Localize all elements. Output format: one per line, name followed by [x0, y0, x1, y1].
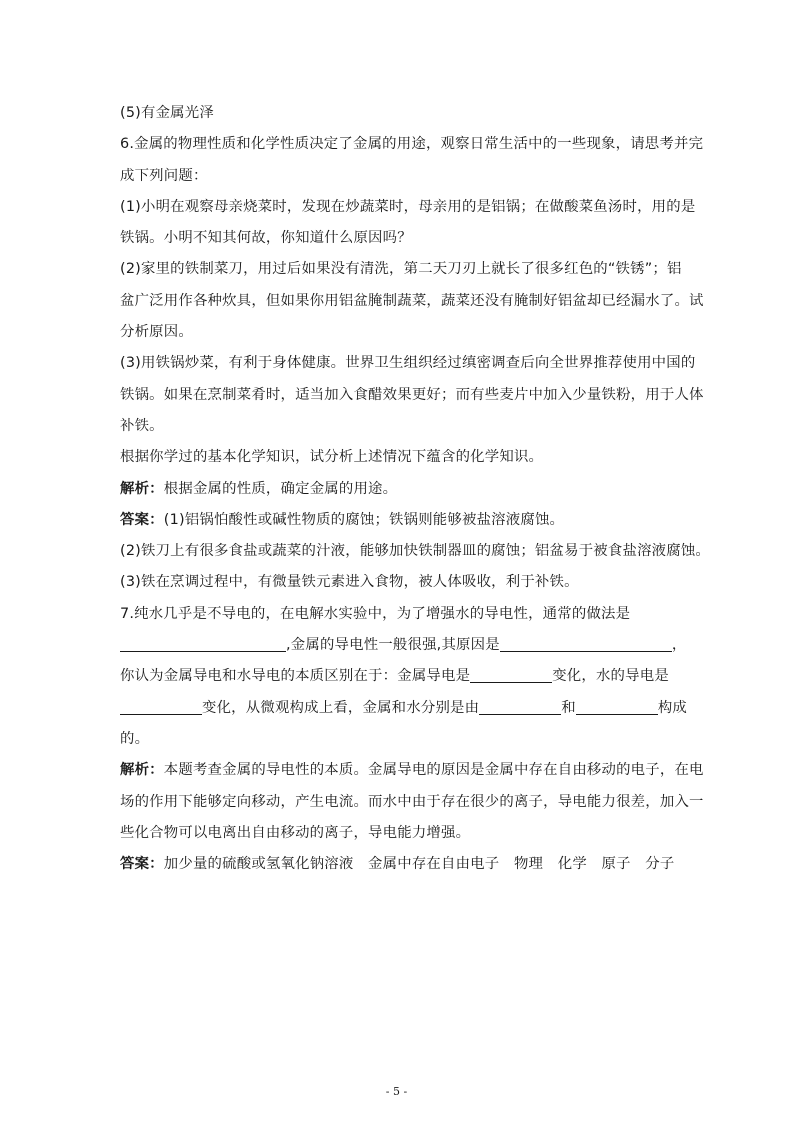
- text-line: 盆广泛用作各种炊具，但如果你用铝盆腌制蔬菜，蔬菜还没有腌制好铝盆却已经漏水了。试: [120, 292, 704, 309]
- analysis-line: [120, 755, 704, 786]
- question-7-line: [120, 693, 688, 724]
- text-line: (5)有金属光泽: [120, 105, 214, 121]
- analysis-line: [120, 474, 676, 505]
- analysis-label: 解析：: [120, 480, 164, 497]
- fill-blank[interactable]: [576, 696, 658, 715]
- question-text: 构成: [657, 699, 688, 716]
- text-line: 铁锅。小明不知其何故，你知道什么原因吗？: [120, 230, 412, 247]
- question-7-line: 的。: [120, 730, 150, 747]
- answer-text: 加少量的硫酸或氢氧化钠溶液 金属中存在自由电子 物理 化学 原子 分子: [163, 856, 675, 873]
- answer-line: (3)铁在烹调过程中，有微量铁元素进入食物，被人体吸收，利于补铁。: [120, 574, 579, 591]
- fill-blank[interactable]: [120, 696, 202, 715]
- question-text: 和: [561, 699, 576, 716]
- text-line: 分析原因。: [120, 324, 193, 341]
- fill-blank[interactable]: [500, 633, 672, 652]
- question-text: 你认为金属导电和水导电的本质区别在于：金属导电是: [120, 668, 471, 685]
- question-text: ，: [671, 637, 687, 654]
- question-7-line: [120, 661, 676, 692]
- analysis-text: 本题考查金属的导电性的本质。金属导电的原因是金属中存在自由移动的电子，在电: [163, 762, 704, 779]
- analysis-line: 场的作用下能够定向移动，产生电流。而水中由于存在很少的离子，导电能力很差，加入一: [120, 793, 704, 810]
- text-line: 铁锅。如果在烹制菜肴时，适当加入食醋效果更好；而有些麦片中加入少量铁粉，用于人体: [120, 386, 704, 403]
- analysis-line: 些化合物可以电离出自由移动的离子，导电能力增强。: [120, 824, 471, 841]
- answer-label: 答案：: [120, 856, 164, 873]
- fill-blank[interactable]: [120, 633, 286, 652]
- text-line: 成下列问题：: [120, 167, 208, 184]
- analysis-label: 解析：: [120, 762, 164, 779]
- question-text: 变化，水的导电是: [552, 668, 669, 685]
- question-7-line: 7.纯水几乎是不导电的，在电解水实验中，为了增强水的导电性，通常的做法是: [120, 605, 631, 622]
- answer-line: (2)铁刀上有很多食盐或蔬菜的汁液，能够加快铁制器皿的腐蚀；铝盆易于被食盐溶液腐蚀。: [120, 543, 711, 560]
- text-line: (3)用铁锅炒菜，有利于身体健康。世界卫生组织经过缜密调查后向全世界推荐使用中国的: [120, 355, 696, 372]
- answer-text: (1)铝锅怕酸性或碱性物质的腐蚀；铁锅则能够被盐溶液腐蚀。: [163, 511, 565, 528]
- text-line: (2)家里的铁制菜刀，用过后如果没有清洗，第二天刀刃上就长了很多红色的“铁锈”；铝: [120, 261, 682, 278]
- question-7-line: [120, 630, 687, 661]
- answer-line: [120, 849, 676, 880]
- question-text: ,金属的导电性一般很强,其原因是: [286, 637, 500, 654]
- answer-line: [120, 505, 676, 536]
- text-line: 根据你学过的基本化学知识，试分析上述情况下蕴含的化学知识。: [120, 449, 544, 466]
- answer-label: 答案：: [120, 511, 164, 528]
- fill-blank[interactable]: [479, 696, 561, 715]
- text-line: 补铁。: [120, 417, 164, 434]
- analysis-text: 根据金属的性质，确定金属的用途。: [163, 480, 398, 497]
- page-number: - 5 -: [385, 1085, 408, 1098]
- document-body: [120, 98, 711, 880]
- fill-blank[interactable]: [470, 664, 552, 683]
- question-text: 变化，从微观构成上看，金属和水分别是由: [202, 699, 480, 716]
- question-6-line: 6.金属的物理性质和化学性质决定了金属的用途，观察日常生活中的一些现象，请思考并完: [120, 136, 704, 153]
- text-line: (1)小明在观察母亲烧菜时，发现在炒蔬菜时，母亲用的是铝锅；在做酸菜鱼汤时，用的是: [120, 198, 696, 215]
